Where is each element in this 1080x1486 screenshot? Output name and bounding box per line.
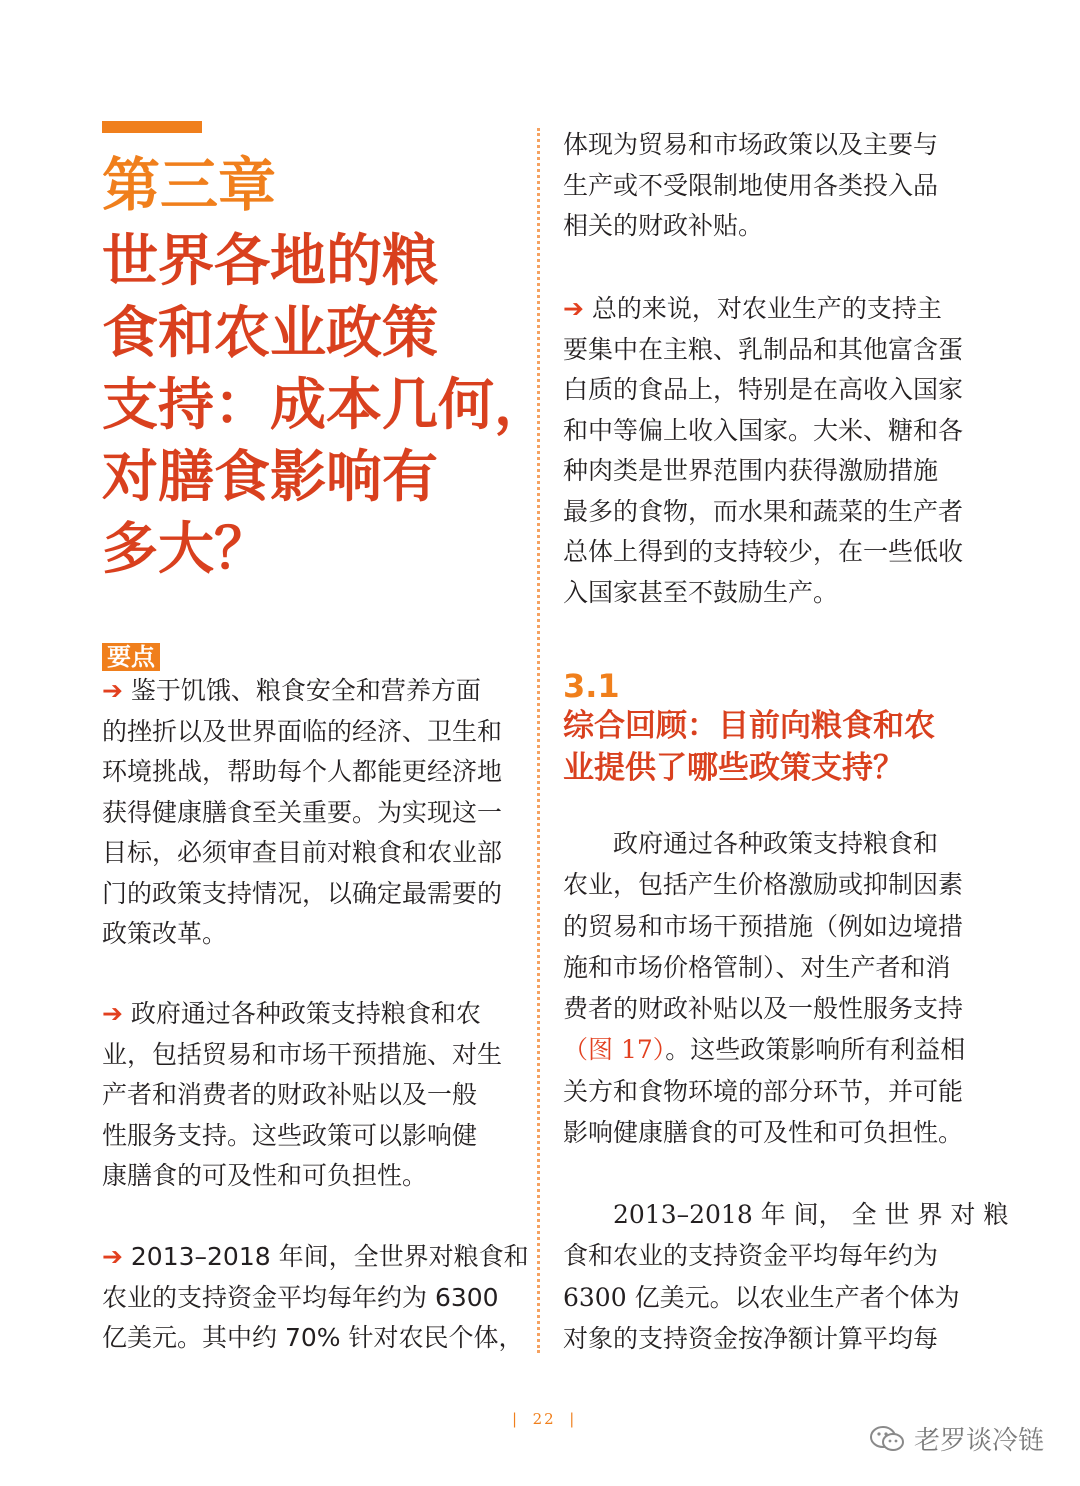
page-number: | 22 | [512,1410,577,1428]
arrow-icon: ➔ [563,294,584,323]
watermark-text: 老罗谈冷链 [914,1426,1045,1456]
chapter-title [102,226,550,586]
watermark [868,1420,1044,1457]
arrow-icon: ➔ [102,1242,123,1271]
chapter-accent-bar [102,121,202,133]
key-point-3-continuation: 体现为贸易和市场政策以及主要与 生产或不受限制地使用各类投入品 相关的财政补贴。 [563,130,939,240]
section-title: 综合回顾：目前向粮食和农 业提供了哪些政策支持？ [563,708,935,786]
arrow-icon: ➔ [102,676,123,705]
chapter-title-line: 食和农业政策 [102,301,438,366]
key-point-3: ➔ 2013–2018 年间，全世界对粮食和 农业的支持资金平均每年约为 6300 亿美元。其中约 70% 针对农民个体， [102,1242,529,1352]
key-point-4: ➔ 总的来说，对农业生产的支持主 要集中在主粮、乳制品和其他富含蛋 白质的食品上，特别是在高收入国家 和中等偏上收入国家。大米、糖和各 种肉类是世界范围内获得激励措施 最多的食物，而水果和蔬菜的生产者 总体上得到的支持较少，在一些低收 入国家甚至不鼓励生产。 [563,294,964,607]
section-number: 3.1 [563,667,620,705]
column-divider [537,128,540,1353]
chapter-title-line: 对膳食影响有 [102,445,438,510]
chapter-title-line: 支持：成本几何， [102,373,550,438]
figure-17-link[interactable]: （图 17） [563,1035,666,1065]
key-point-2: ➔ 政府通过各种政策支持粮食和农 业，包括贸易和市场干预措施、对生 产者和消费者的财政补贴以及一般 性服务支持。这些政策可以影响健 康膳食的可及性和可负担性。 [102,999,503,1190]
chapter-title-line: 多大？ [102,517,270,582]
chapter-label: 第三章 [102,151,277,219]
key-point-1: ➔ 鉴于饥饿、粮食安全和营养方面 的挫折以及世界面临的经济、卫生和 环境挑战，帮助每个人都能更经济地 获得健康膳食至关重要。为实现这一 目标，必须审查目前对粮食和农业部 门的政策支持情况，以确定最需要的 政策改革。 [102,676,503,948]
wechat-icon [868,1424,906,1454]
arrow-icon: ➔ [102,999,123,1028]
chapter-title-line: 世界各地的粮 [102,229,438,294]
key-points-label: 要点 [102,643,160,671]
section-body-paragraph-2: 2013–2018 年 间， 全 世 界 对 粮 食和农业的支持资金平均每年约为 6300 亿美元。以农业生产者个体为 对象的支持资金按净额计算平均每 [563,1200,1009,1353]
section-body-paragraph-1: 政府通过各种政策支持粮食和 农业，包括产生价格激励或抑制因素 的贸易和市场干预措施（例如边境措 施和市场价格管制）、对生产者和消 费者的财政补贴以及一般性服务支持 （图 17）。这些政策影响所有利益相 关方和食物环境的部分环节，并可能 影响健康膳食的可及性和可负担性。 [563,829,966,1148]
